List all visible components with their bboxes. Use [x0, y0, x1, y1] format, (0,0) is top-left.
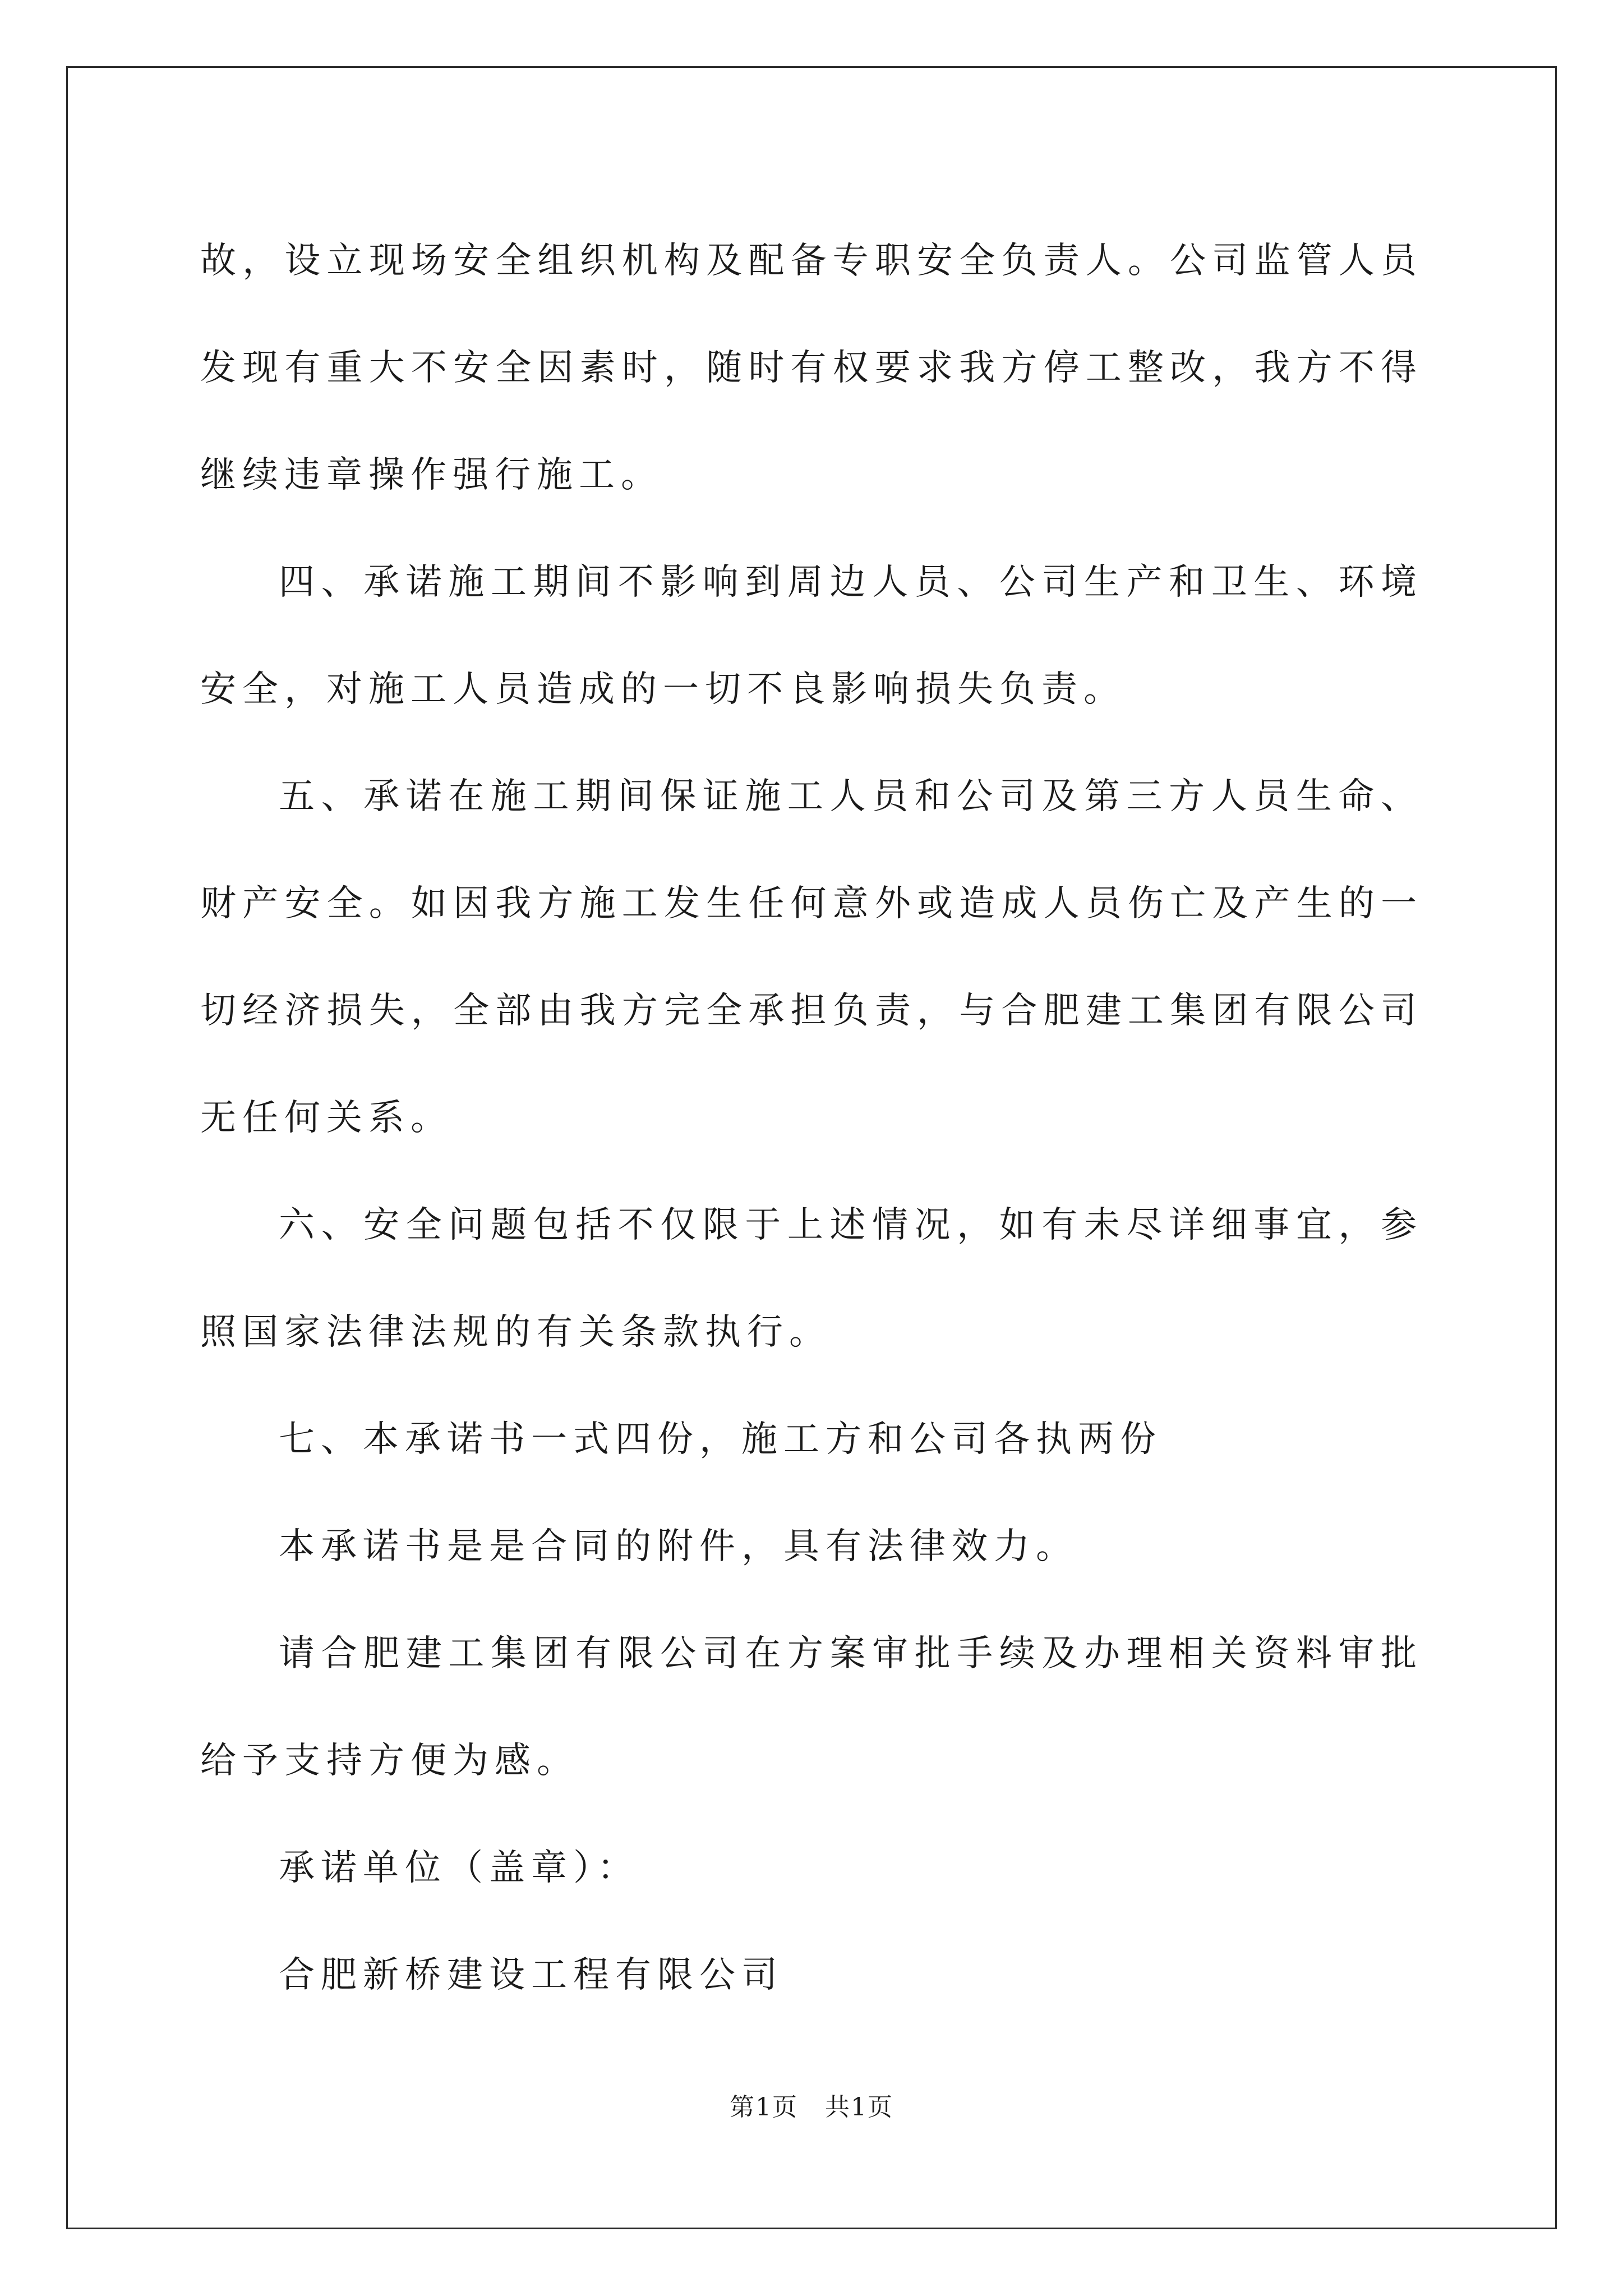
page-number-current: 第1页 [730, 2093, 798, 2122]
paragraph-request-support: 请合肥建工集团有限公司在方案审批手续及办理相关资料审批给予支持方便为感。 [200, 1633, 1423, 1782]
paragraph-legal-effect: 本承诺书是是合同的附件，具有法律效力。 [279, 1526, 1078, 1567]
paragraph-safety-organization: 故，设立现场安全组织机构及配备专职安全负责人。公司监管人员发现有重大不安全因素时，随时有权要求我方停工整改，我方不得继续违章操作强行施工。 [200, 240, 1423, 496]
page-footer [0, 2087, 1623, 2123]
document-body [200, 208, 1423, 2029]
paragraph-clause-five: 五、承诺在施工期间保证施工人员和公司及第三方人员生命、财产安全。如因我方施工发生任何意外或造成人员伤亡及产生的一切经济损失，全部由我方完全承担负责，与合肥建工集团有限公司无任何关系。 [200, 776, 1423, 1139]
signature-label: 承诺单位（盖章）： [279, 1847, 639, 1889]
page-number-total: 共1页 [825, 2093, 893, 2122]
company-name: 合肥新桥建设工程有限公司 [279, 1954, 783, 1996]
paragraph-clause-six: 六、安全问题包括不仅限于上述情况，如有未尽详细事宜，参照国家法律法规的有关条款执行。 [200, 1204, 1423, 1353]
paragraph-clause-four: 四、承诺施工期间不影响到周边人员、公司生产和卫生、环境安全，对施工人员造成的一切不良影响损失负责。 [200, 562, 1423, 710]
paragraph-clause-seven: 七、本承诺书一式四份，施工方和公司各执两份 [279, 1419, 1162, 1460]
